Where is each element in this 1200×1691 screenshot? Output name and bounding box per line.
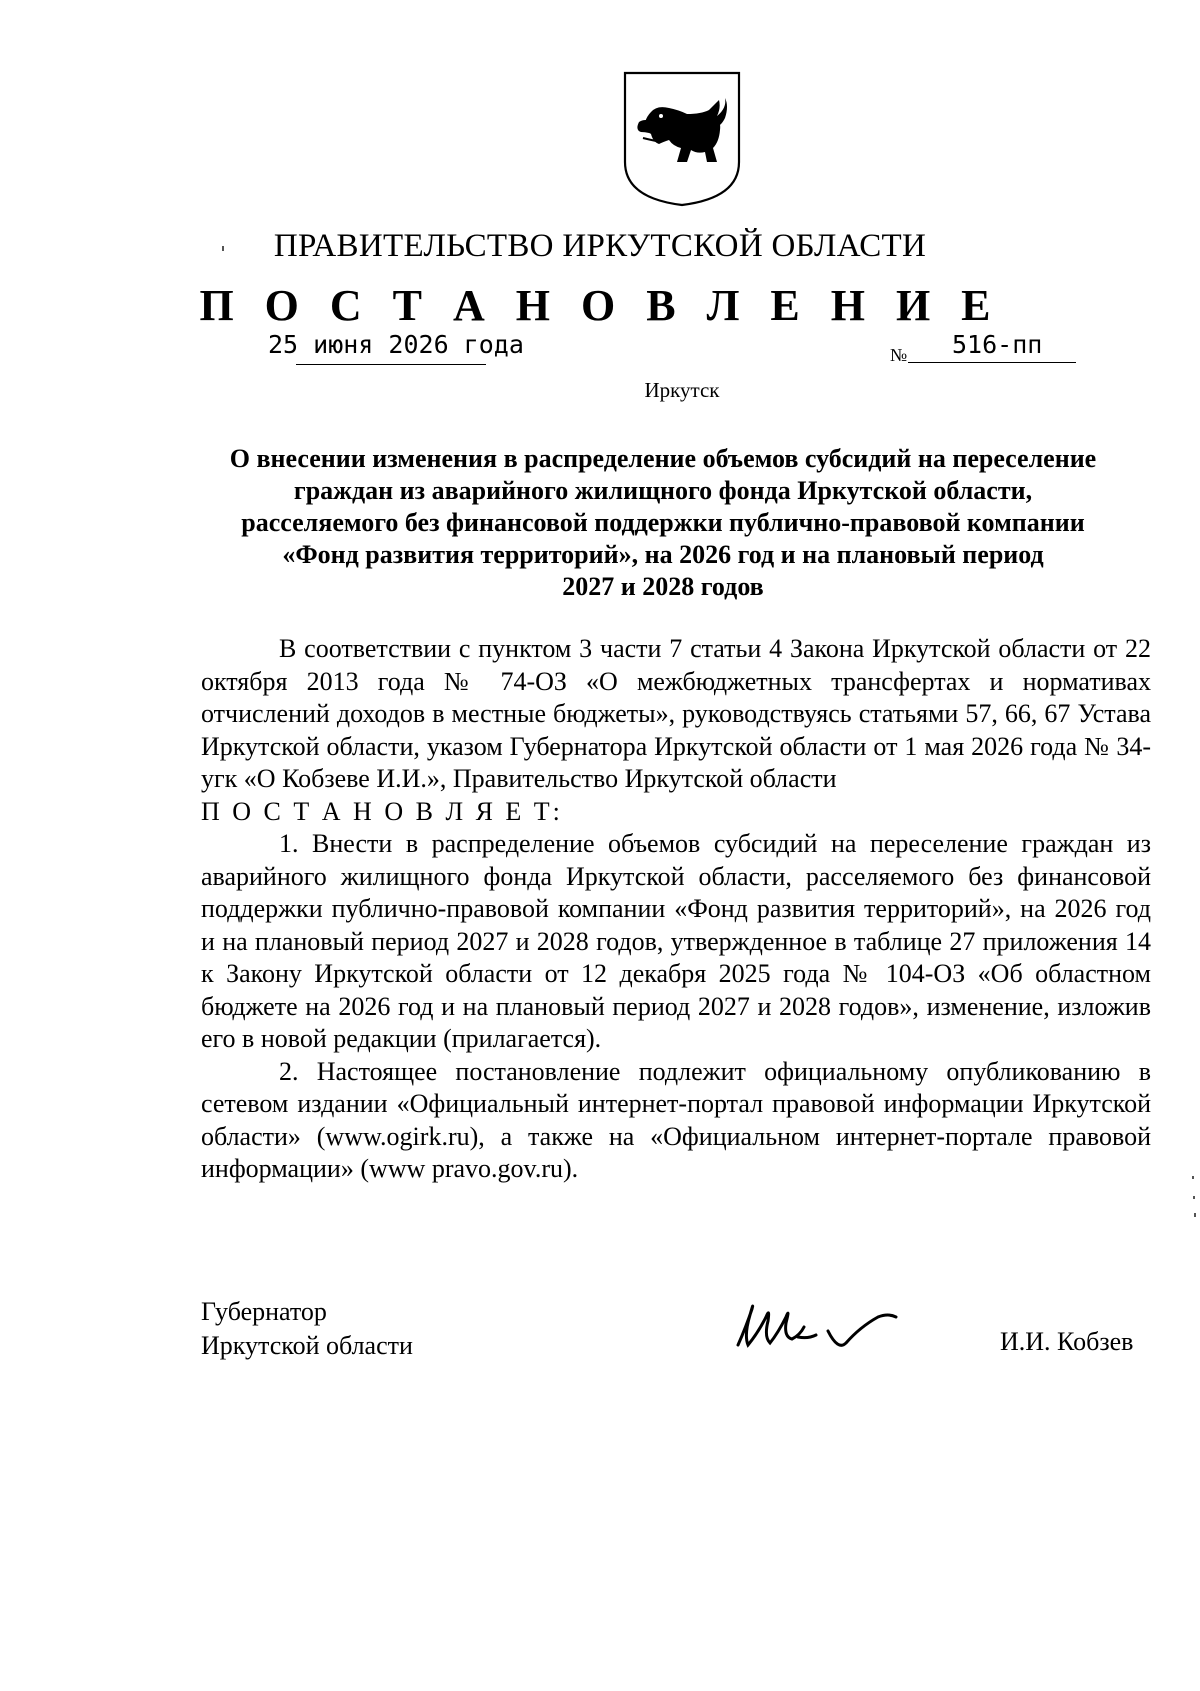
number-sign: № <box>890 345 908 365</box>
scan-speck <box>1193 1196 1195 1199</box>
title-line: граждан из аварийного жилищного фонда Иркутской области, <box>293 476 1033 505</box>
document-date: 25 июня 2026 года <box>268 330 524 359</box>
number-underline <box>908 362 1076 363</box>
signer-position-line: Губернатор <box>201 1297 327 1326</box>
scan-speck <box>1194 1213 1196 1217</box>
scan-speck <box>1192 1176 1194 1179</box>
title-line: О внесении изменения в распределение объемов субсидий на переселение <box>229 444 1097 473</box>
document-title <box>150 443 1176 603</box>
document-number: 516-пп <box>952 330 1043 359</box>
item-1-paragraph: 1. Внести в распределение объемов субсидий на переселение граждан из аварийного жилищного фонда Иркутской области, расселяемого без финансовой поддержки публично-правовой компании «Фонд развития территорий», на 2026 год и на плановый период 2027 и 2028 годов, утвержденное в таблице 27 приложения 14 к Закону Иркутской области от 12 декабря 2025 года № 104-ОЗ «Об областном бюджете на 2026 год и на плановый период 2027 и 2028 годов», изменение, изложив его в новой редакции (прилагается). <box>201 829 1151 1053</box>
signer-position <box>201 1295 413 1363</box>
handwritten-signature <box>728 1287 923 1359</box>
document-city: Иркутск <box>644 378 720 402</box>
item-2-paragraph: 2. Настоящее постановление подлежит официальному опубликованию в сетевом издании «Официальный интернет-портал правовой информации Иркутской области» (www.ogirk.ru), а также на «Официальном интернет-портале правовой информации» (www pravo.gov.ru). <box>201 1056 1151 1183</box>
signer-position-line: Иркутской области <box>201 1331 413 1360</box>
coat-of-arms-icon <box>621 70 743 208</box>
title-line: «Фонд развития территорий», на 2026 год и на плановый период <box>282 540 1044 569</box>
decree-word: П О С Т А Н О В Л Я Е Т: <box>201 796 563 826</box>
signer-name: И.И. Кобзев <box>1000 1327 1134 1356</box>
scan-speck <box>222 246 224 251</box>
document-body <box>201 633 1151 1186</box>
document-type: П О С Т А Н О В Л Е Н И Е <box>199 281 1001 330</box>
title-line: расселяемого без финансовой поддержки публично-правовой компании <box>241 508 1085 537</box>
government-name: ПРАВИТЕЛЬСТВО ИРКУТСКОЙ ОБЛАСТИ <box>273 228 927 264</box>
date-underline <box>296 364 486 365</box>
title-line: 2027 и 2028 годов <box>562 572 764 601</box>
preamble-paragraph: В соответствии с пунктом 3 части 7 статьи 4 Закона Иркутской области от 22 октября 2013 года № 74-ОЗ «О межбюджетных трансфертах и нормативах отчислений доходов в местные бюджеты», руководствуясь статьями 57, 66, 67 Устава Иркутской области, указом Губернатора Иркутской области от 1 мая 2026 года № 34-угк «О Кобзеве И.И.», Правительство Иркутской области <box>201 634 1151 793</box>
